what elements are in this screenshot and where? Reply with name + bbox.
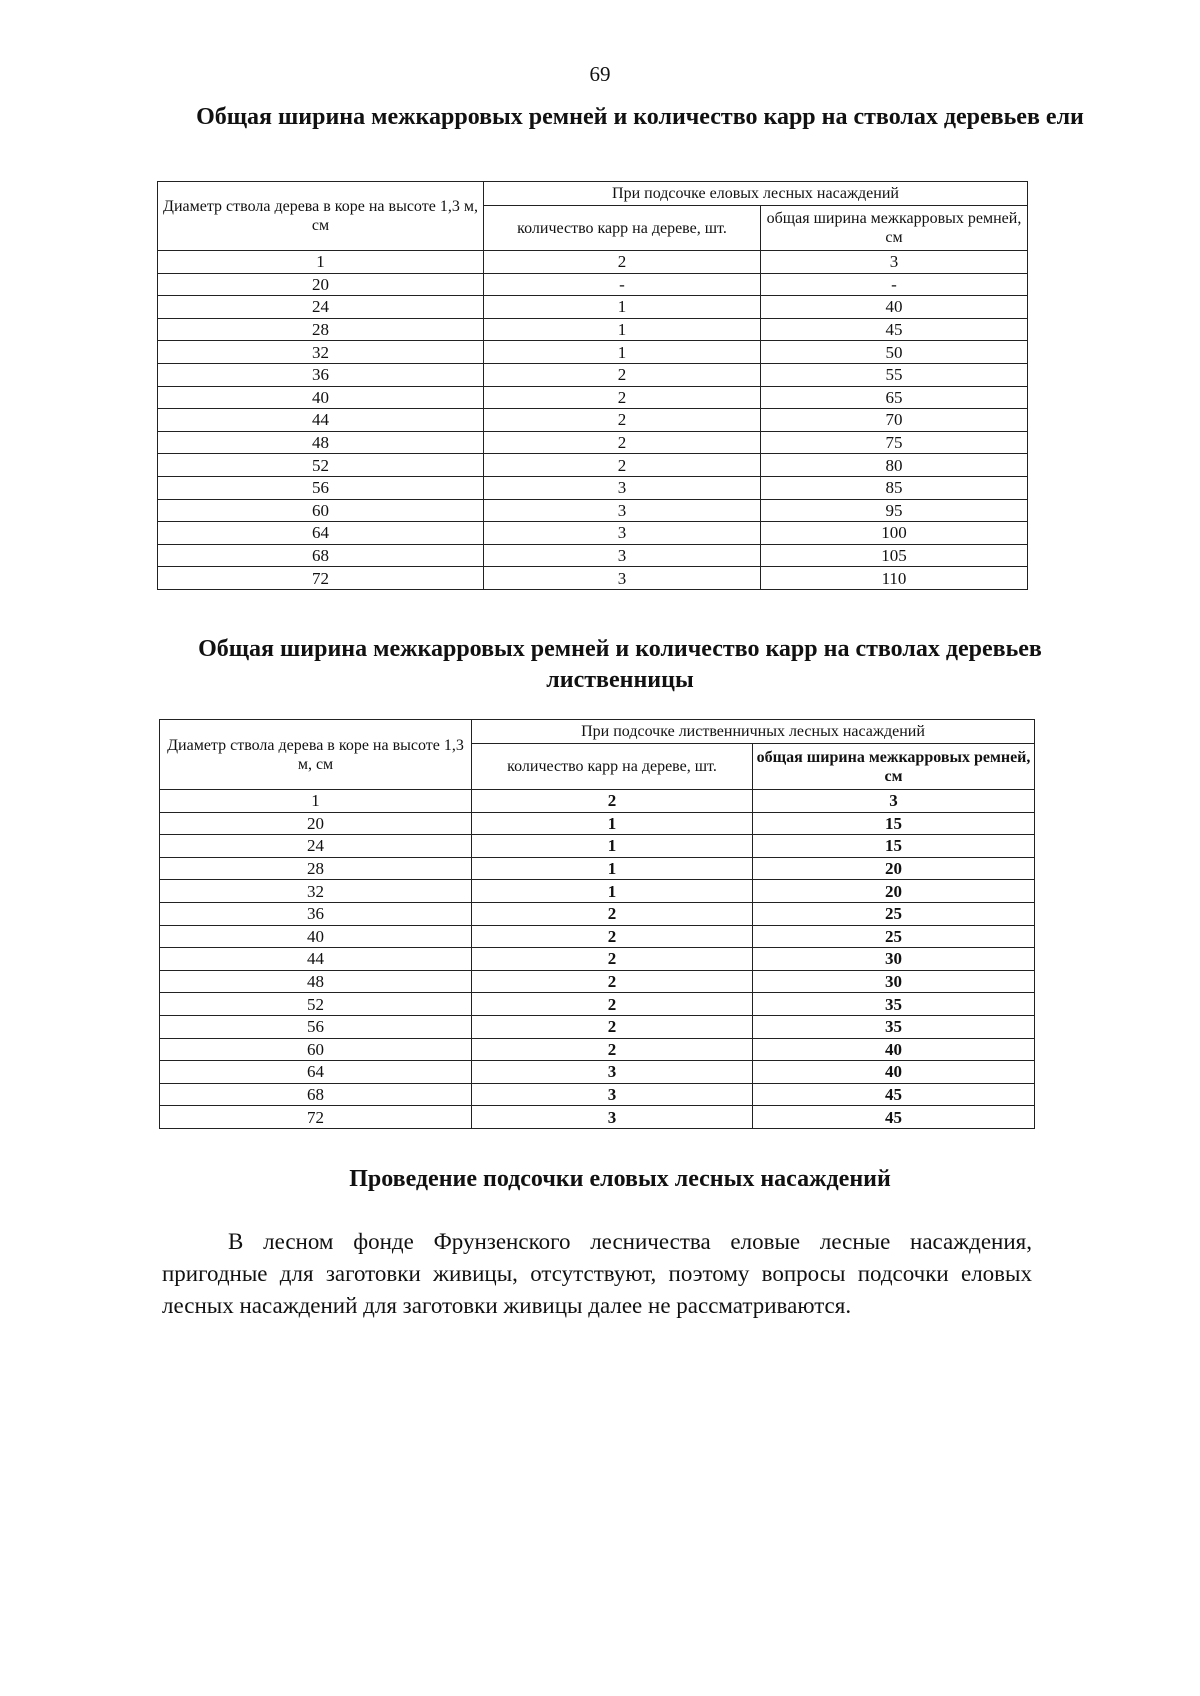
count-cell: 2 (484, 431, 761, 454)
width-cell: 30 (753, 970, 1035, 993)
width-cell: 110 (761, 567, 1028, 590)
diameter-cell: 44 (158, 409, 484, 432)
count-cell: 2 (472, 970, 753, 993)
count-cell: 2 (484, 386, 761, 409)
width-cell: 30 (753, 948, 1035, 971)
diameter-cell: 40 (160, 925, 472, 948)
count-cell: 2 (472, 1038, 753, 1061)
width-cell: 50 (761, 341, 1028, 364)
count-cell: 1 (484, 341, 761, 364)
width-cell: 45 (761, 318, 1028, 341)
diameter-cell: 68 (160, 1083, 472, 1106)
table-row (160, 880, 1035, 903)
width-cell: 65 (761, 386, 1028, 409)
table-row (160, 1083, 1035, 1106)
table2-title: Общая ширина межкарровых ремней и количество карр на стволах деревьев лиственницы (198, 636, 1042, 693)
count-cell: 1 (472, 812, 753, 835)
diameter-cell: 52 (160, 993, 472, 1016)
diameter-cell: 36 (158, 363, 484, 386)
diameter-cell: 68 (158, 544, 484, 567)
diameter-cell: 20 (160, 812, 472, 835)
table-row (158, 341, 1028, 364)
table-row (160, 1106, 1035, 1129)
larch-table (159, 719, 1035, 1129)
count-cell: 3 (472, 1106, 753, 1129)
diameter-cell: 72 (160, 1106, 472, 1129)
width-cell: 20 (753, 880, 1035, 903)
width-cell: 45 (753, 1106, 1035, 1129)
table-row (158, 386, 1028, 409)
table-row (160, 993, 1035, 1016)
width-cell: 35 (753, 1015, 1035, 1038)
col-count-header: количество карр на дереве, шт. (472, 744, 753, 790)
diameter-cell: 52 (158, 454, 484, 477)
group-header: При подсочке лиственничных лесных насаждений (472, 720, 1035, 744)
diameter-cell: 48 (160, 970, 472, 993)
table-row (160, 857, 1035, 880)
width-cell: 3 (761, 251, 1028, 274)
table-row (158, 251, 1028, 274)
width-cell: 15 (753, 812, 1035, 835)
count-cell: 2 (484, 251, 761, 274)
diameter-cell: 20 (158, 273, 484, 296)
width-cell: - (761, 273, 1028, 296)
count-cell: 2 (484, 409, 761, 432)
table-row (158, 273, 1028, 296)
col-width-header: общая ширина межкарровых ремней, см (761, 206, 1028, 251)
table-row (158, 454, 1028, 477)
count-cell: 1 (472, 835, 753, 858)
table-row (158, 296, 1028, 319)
table-row (160, 790, 1035, 813)
diameter-cell: 28 (158, 318, 484, 341)
section-paragraph: В лесном фонде Фрунзенского лесничества еловые лесные насаждения, пригодные для заготовки живицы, отсутствуют, поэтому вопросы подсочки еловых лесных насаждений для заготовки живицы далее не рассматриваются. (162, 1229, 1032, 1318)
width-cell: 80 (761, 454, 1028, 477)
group-header: При подсочке еловых лесных насаждений (484, 182, 1028, 206)
table-row (158, 409, 1028, 432)
width-cell: 35 (753, 993, 1035, 1016)
table-row (160, 835, 1035, 858)
width-cell: 100 (761, 522, 1028, 545)
count-cell: - (484, 273, 761, 296)
section-title: Проведение подсочки еловых лесных насаждений (349, 1166, 891, 1192)
width-cell: 3 (753, 790, 1035, 813)
diameter-cell: 44 (160, 948, 472, 971)
diameter-cell: 24 (158, 296, 484, 319)
count-cell: 3 (484, 567, 761, 590)
count-cell: 3 (472, 1083, 753, 1106)
count-cell: 1 (484, 318, 761, 341)
diameter-cell: 56 (158, 476, 484, 499)
width-cell: 40 (753, 1061, 1035, 1084)
width-cell: 40 (753, 1038, 1035, 1061)
width-cell: 70 (761, 409, 1028, 432)
col-count-header: количество карр на дереве, шт. (484, 206, 761, 251)
col-width-header: общая ширина межкарровых ремней, см (753, 744, 1035, 790)
table-row (160, 902, 1035, 925)
diameter-cell: 64 (158, 522, 484, 545)
diameter-cell: 1 (158, 251, 484, 274)
table-row (158, 544, 1028, 567)
col-diameter-header: Диаметр ствола дерева в коре на высоте 1,3 м, см (158, 182, 484, 251)
width-cell: 105 (761, 544, 1028, 567)
count-cell: 3 (484, 476, 761, 499)
count-cell: 2 (472, 1015, 753, 1038)
count-cell: 2 (484, 363, 761, 386)
width-cell: 95 (761, 499, 1028, 522)
count-cell: 3 (484, 544, 761, 567)
width-cell: 15 (753, 835, 1035, 858)
diameter-cell: 36 (160, 902, 472, 925)
table-row (158, 363, 1028, 386)
table-row (158, 567, 1028, 590)
width-cell: 40 (761, 296, 1028, 319)
count-cell: 1 (472, 857, 753, 880)
table-row (160, 925, 1035, 948)
table-row (158, 476, 1028, 499)
table-row (160, 1061, 1035, 1084)
page-number: 69 (589, 62, 611, 86)
count-cell: 2 (484, 454, 761, 477)
diameter-cell: 64 (160, 1061, 472, 1084)
count-cell: 1 (484, 296, 761, 319)
col-diameter-header: Диаметр ствола дерева в коре на высоте 1,3 м, см (160, 720, 472, 790)
count-cell: 3 (472, 1061, 753, 1084)
table-row (160, 948, 1035, 971)
count-cell: 2 (472, 993, 753, 1016)
width-cell: 20 (753, 857, 1035, 880)
diameter-cell: 60 (158, 499, 484, 522)
diameter-cell: 28 (160, 857, 472, 880)
table-row (158, 318, 1028, 341)
width-cell: 75 (761, 431, 1028, 454)
table-row (160, 1015, 1035, 1038)
count-cell: 1 (472, 880, 753, 903)
table-row (160, 812, 1035, 835)
width-cell: 25 (753, 902, 1035, 925)
diameter-cell: 72 (158, 567, 484, 590)
table-row (160, 1038, 1035, 1061)
table-row (158, 499, 1028, 522)
width-cell: 25 (753, 925, 1035, 948)
diameter-cell: 1 (160, 790, 472, 813)
count-cell: 3 (484, 522, 761, 545)
count-cell: 2 (472, 790, 753, 813)
diameter-cell: 32 (160, 880, 472, 903)
diameter-cell: 48 (158, 431, 484, 454)
width-cell: 85 (761, 476, 1028, 499)
spruce-table (157, 181, 1028, 590)
width-cell: 55 (761, 363, 1028, 386)
table1-title: Общая ширина межкарровых ремней и количество карр на стволах деревьев ели (196, 104, 1084, 130)
count-cell: 2 (472, 925, 753, 948)
diameter-cell: 40 (158, 386, 484, 409)
count-cell: 2 (472, 902, 753, 925)
diameter-cell: 56 (160, 1015, 472, 1038)
table-row (160, 970, 1035, 993)
diameter-cell: 24 (160, 835, 472, 858)
count-cell: 2 (472, 948, 753, 971)
table-row (158, 522, 1028, 545)
table-row (158, 431, 1028, 454)
count-cell: 3 (484, 499, 761, 522)
width-cell: 45 (753, 1083, 1035, 1106)
diameter-cell: 32 (158, 341, 484, 364)
diameter-cell: 60 (160, 1038, 472, 1061)
